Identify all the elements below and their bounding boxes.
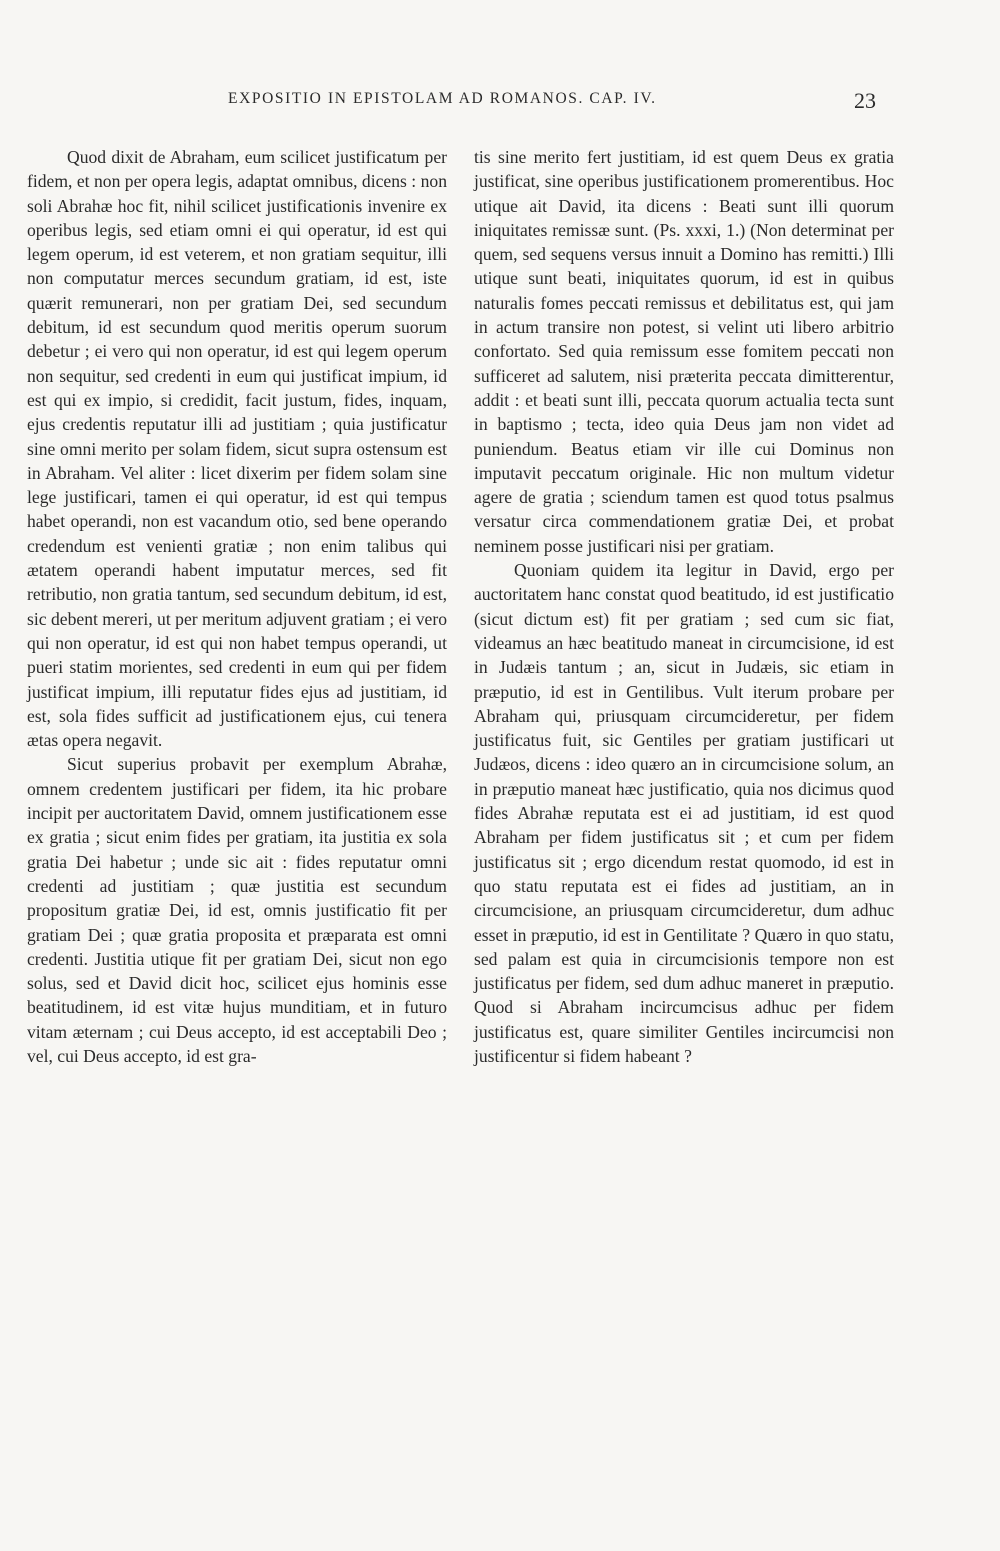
right-column xyxy=(474,145,894,1068)
paragraph: Quod dixit de Abraham, eum scilicet justificatum per fidem, et non per opera legis, adaptat omnibus, dicens : non soli Abrahæ hoc fit, nihil scilicet justificationis invenire ex operibus legis, sed etiam omni ei qui operatur, id est qui legem operum, id est veterem, et non gratiam sequitur, illi non computatur merces secundum gratiam, id est, iste quærit remunerari, non per gratiam Dei, sed secundum debitum, id est secundum quod meritis operum suorum debetur ; ei vero qui non operatur, id est qui legem operum non sequitur, sed credenti in eum qui justificat impium, id est qui ex impio, si credidit, facit justum, fides, inquam, ejus credentis reputatur illi ad justitiam ; quia justificatur sine omni merito per solam fidem, sicut supra ostensum est in Abraham. Vel aliter : licet dixerim per fidem solam sine lege justificari, tamen ei qui operatur, id est qui tempus habet operandi, non est vacandum otio, sed bene operando credendum est venienti gratiæ ; non enim talibus qui ætatem operandi habent imputatur merces, sed fit retributio, non gratia tantum, sed secundum debitum, id est, sic debent mereri, ut per meritum adjuvent gratiam ; ei vero qui non operatur, id est qui non habet tempus operandi, ut pueri statim morientes, sed credenti in eum qui per fidem justificat impium, illi reputatur fides ejus ad justitiam, id est, sola fides sufficit ad justificationem ejus, cui tenera ætas opera negavit. xyxy=(27,147,447,751)
paragraph: Sicut superius probavit per exemplum Abrahæ, omnem credentem justificari per fidem, ita hic probare incipit per auctoritatem David, omnem justificationem esse ex gratia ; sicut enim fides per gratiam, ita justitia ex sola gratia Dei habetur ; unde sic ait : fides reputatur omni credenti ad justitiam ; quæ justitia est secundum propositum gratiæ Dei, id est, omnis justificatio fit per gratiam Dei ; quæ gratia proposita et præparata est omni credenti. Justitia utique fit per gratiam Dei, sicut non ego solus, sed et David dicit hoc, scilicet ejus hominis esse beatitudinem, id est vitæ hujus munditiam, et in futuro vitam æternam ; cui Deus accepto, id est acceptabili Deo ; vel, cui Deus accepto, id est gra- xyxy=(27,754,447,1066)
running-title: EXPOSITIO IN EPISTOLAM AD ROMANOS. CAP. IV. xyxy=(228,90,657,107)
paragraph: Quoniam quidem ita legitur in David, ergo per auctoritatem hanc constat quod beatitudo, id est justificatio (sicut dictum est) fit per gratiam ; sed cum sic fiat, videamus an hæc beatitudo maneat in circumcisione, id est in Judæis tantum ; an, sicut in Judæis, sic etiam in præputio, id est in Gentilibus. Vult iterum probare per Abraham qui, priusquam circumcideretur, per fidem justificatus fuit, sic Gentiles per gratiam justificari ut Judæos, dicens : ideo quæro an in circumcisione solum, an in præputio maneat hæc justificatio, quia nos dicimus quod fides Abrahæ reputata est ei ad justitiam, id est quod Abraham per fidem justificatus sit ; et cum per fidem justificatus sit ; ergo dicendum restat quomodo, id est in quo statu reputata est ei fides ad justitiam, an in circumcisione, an priusquam circumcideretur, dum adhuc esset in præputio, id est in Gentilitate ? Quæro in quo statu, sed palam est quia in circumcisionis tempore non est justificatus per fidem, sed dum adhuc maneret in præputio. Quod si Abraham incircumcisus adhuc per fidem justificatus est, quare similiter Gentiles incircumcisi non justificentur si fidem habeant ? xyxy=(474,560,894,1066)
left-column xyxy=(27,145,447,1068)
page-header xyxy=(228,88,876,116)
page-number: 23 xyxy=(854,88,876,113)
paragraph: tis sine merito fert justitiam, id est quem Deus ex gratia justificat, sine operibus justificationem promerentibus. Hoc utique ait David, ita dicens : Beati sunt illi quorum iniquitates remissæ sunt. (Ps. xxxi, 1.) (Non determinat per quem, sed sequens versus innuit a Domino has remitti.) Illi utique sunt beati, iniquitates quorum, id est in quibus naturalis fomes peccati remissus et debilitatus est, qui jam in actum transire non potest, si velint uti libero arbitrio confortato. Sed quia remissum esse fomitem peccati non sufficeret ad salutem, nisi præterita peccata dimitterentur, addit : et beati sunt illi, peccata quorum actualia tecta sunt in baptismo ; tecta, ideo quia Deus jam non videt ad puniendum. Beatus etiam vir ille cui Dominus non imputavit peccatum originale. Hic non multum videtur agere de gratia ; sciendum tamen est quod totus psalmus versatur circa commendationem gratiæ Dei, et probat neminem posse justificari nisi per gratiam. xyxy=(474,147,894,556)
